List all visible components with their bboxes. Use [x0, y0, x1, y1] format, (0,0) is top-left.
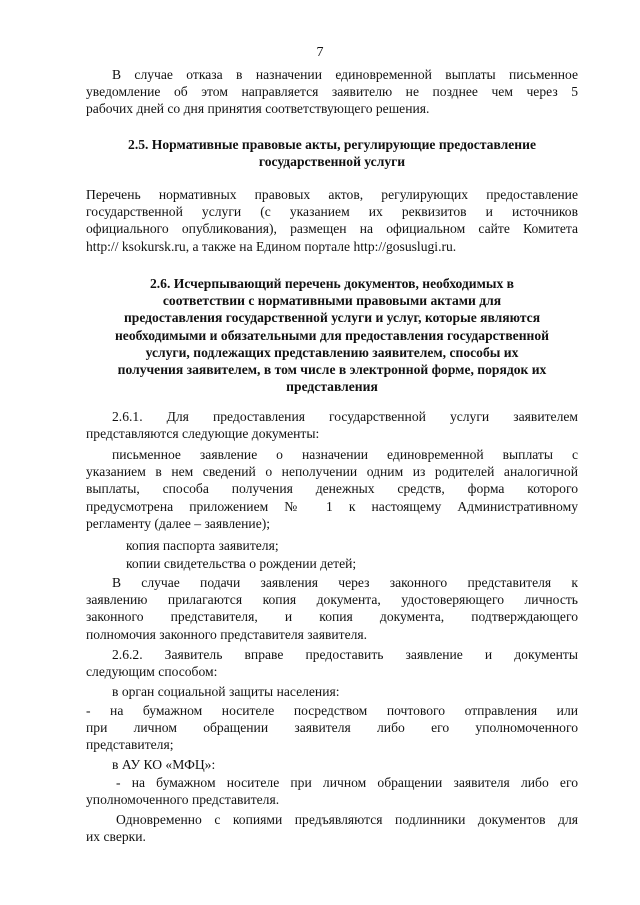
- list-item-social-protection: в орган социальной защиты населения:: [112, 684, 340, 699]
- text-line: при личном обращении заявителя либо его уполномоченного: [86, 720, 578, 736]
- paragraph-representative: [86, 574, 578, 643]
- text-line: 2.6.1. Для предоставления государственной услуги заявителем: [112, 409, 578, 424]
- heading-line: услуги, подлежащих представлению заявителем, способы их: [145, 344, 519, 360]
- heading-line: получения заявителем, в том числе в электронной форме, порядок их: [117, 362, 547, 378]
- text-line: Перечень нормативных правовых актов, регулирующих предоставление: [86, 187, 578, 202]
- text-line: предусмотрена приложением № 1 к настоящему Административному: [86, 498, 578, 514]
- text-line: http:// ksokursk.ru, а также на Едином портале http://gosuslugi.ru.: [86, 238, 457, 254]
- heading-line: необходимыми и обязательными для предоставления государственной: [114, 327, 550, 343]
- section-heading-2-5: [86, 136, 578, 170]
- paragraph-2-6-2: [86, 646, 578, 680]
- text-line: заявлению прилагаются копия документа, удостоверяющего личность: [86, 592, 578, 608]
- text-line: уполномоченного представителя.: [86, 792, 280, 808]
- text-line: законного представителя, и копия документа, подтверждающего: [86, 609, 578, 625]
- text-line: следующим способом:: [86, 664, 218, 680]
- list-item-passport: копия паспорта заявителя;: [126, 538, 279, 553]
- list-item-mfc: в АУ КО «МФЦ»:: [112, 757, 216, 772]
- text-line: - на бумажном носителе посредством почтового отправления или: [86, 703, 578, 718]
- text-line: представителя;: [86, 737, 174, 753]
- heading-line: предоставления государственной услуги и услуг, которые являются: [123, 310, 541, 326]
- text-line: их сверки.: [86, 829, 146, 845]
- text-line: В случае подачи заявления через законного представителя к: [112, 575, 578, 590]
- text-line: В случае отказа в назначении единовременной выплаты письменное: [112, 67, 578, 82]
- text-line: рабочих дней со дня принятия соответствующего решения.: [86, 101, 430, 117]
- text-line: регламенту (далее – заявление);: [86, 515, 271, 531]
- text-line: государственной услуги (с указанием их реквизитов и источников: [86, 204, 578, 220]
- heading-line: соответствии с нормативными правовыми актами для: [162, 293, 502, 309]
- text-line: выплаты, способа получения денежных средств, форма которого: [86, 481, 578, 497]
- text-line: 2.6.2. Заявитель вправе предоставить заявление и документы: [112, 647, 578, 662]
- text-line: полномочия законного представителя заявителя.: [86, 626, 368, 642]
- heading-line: государственной услуги: [258, 154, 406, 170]
- paragraph-application: [86, 446, 578, 532]
- paragraph-refusal: [86, 66, 578, 118]
- heading-line: 2.6. Исчерпывающий перечень документов, необходимых в: [149, 276, 515, 291]
- paragraph-paper-social: [86, 702, 578, 754]
- heading-line: 2.5. Нормативные правовые акты, регулирующие предоставление: [128, 137, 536, 152]
- text-line: представляются следующие документы:: [86, 426, 320, 442]
- list-item-birth-certificates: копии свидетельства о рождении детей;: [126, 556, 357, 571]
- text-line: указанием в нем сведений о неполучении одним из родителей аналогичной: [86, 464, 578, 480]
- text-line: - на бумажном носителе при личном обращении заявителя либо его: [116, 775, 578, 790]
- paragraph-paper-mfc: [86, 774, 578, 808]
- text-line: официального опубликования), размещен на официальном сайте Комитета: [86, 221, 578, 237]
- heading-line: представления: [286, 379, 378, 395]
- page-number: 7: [316, 45, 324, 60]
- section-heading-2-6: [86, 275, 578, 395]
- text-line: письменное заявление о назначении единовременной выплаты с: [112, 447, 578, 462]
- paragraph-2-6-1: [86, 408, 578, 442]
- text-line: Одновременно с копиями предъявляются подлинники документов для: [116, 812, 578, 827]
- paragraph-legal-acts: [86, 186, 578, 255]
- paragraph-originals: [86, 811, 578, 845]
- text-line: уведомление об этом направляется заявителю не позднее чем через 5: [86, 84, 578, 100]
